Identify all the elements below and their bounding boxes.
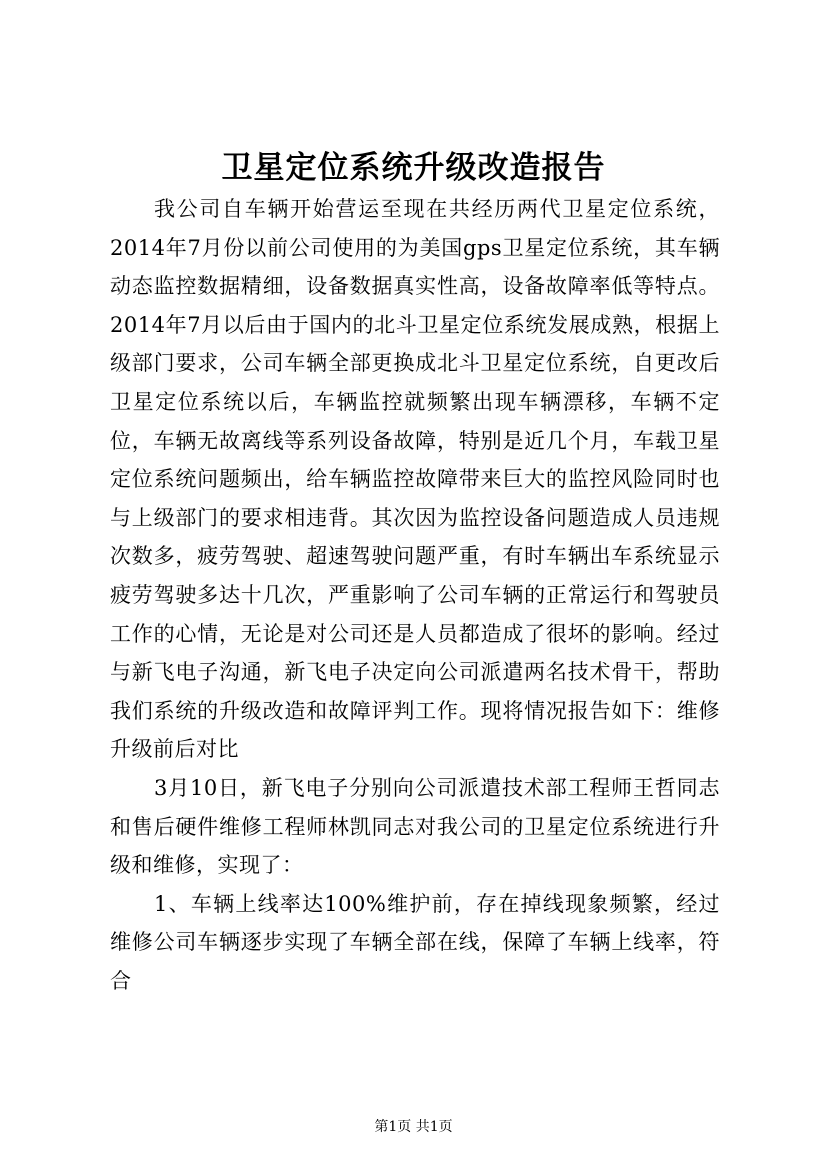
document-title: 卫星定位系统升级改造报告 — [221, 150, 606, 186]
page-footer: 第1页 共1页 — [374, 1119, 453, 1135]
paragraph-engineers: 3月10日，新飞电子分别向公司派遣技术部工程师王哲同志和售后硬件维修工程师林凯同志对我公司的卫星定位系统进行升级和维修，实现了： — [110, 775, 720, 878]
paragraph-item-1: 1、车辆上线率达100%维护前，存在掉线现象频繁，经过维修公司车辆逐步实现了车辆全部在线，保障了车辆上线率，符合 — [110, 891, 720, 993]
paragraph-intro: 我公司自车辆开始营运至现在共经历两代卫星定位系统，2014年7月份以前公司使用的为美国gps卫星定位系统，其车辆动态监控数据精细，设备数据真实性高，设备故障率低等特点。2014年7月以后由于国内的北斗卫星定位系统发展成熟，根据上级部门要求，公司车辆全部更换成北斗卫星定位系统，自更改后卫星定位系统以后，车辆监控就频繁出现车辆漂移，车辆不定位，车辆无故离线等系列设备故障，特别是近几个月，车载卫星定位系统问题频出，给车辆监控故障带来巨大的监控风险同时也与上级部门的要求相违背。其次因为监控设备问题造成人员违规次数多，疲劳驾驶、超速驾驶问题严重，有时车辆出车系统显示疲劳驾驶多达十几次，严重影响了公司车辆的正常运行和驾驶员工作的心情，无论是对公司还是人员都造成了很坏的影响。经过与新飞电子沟通，新飞电子决定向公司派遣两名技术骨干，帮助我们系统的升级改造和故障评判工作。现将情况报告如下：维修升级前后对比 — [110, 197, 720, 762]
document-body — [110, 190, 720, 1000]
